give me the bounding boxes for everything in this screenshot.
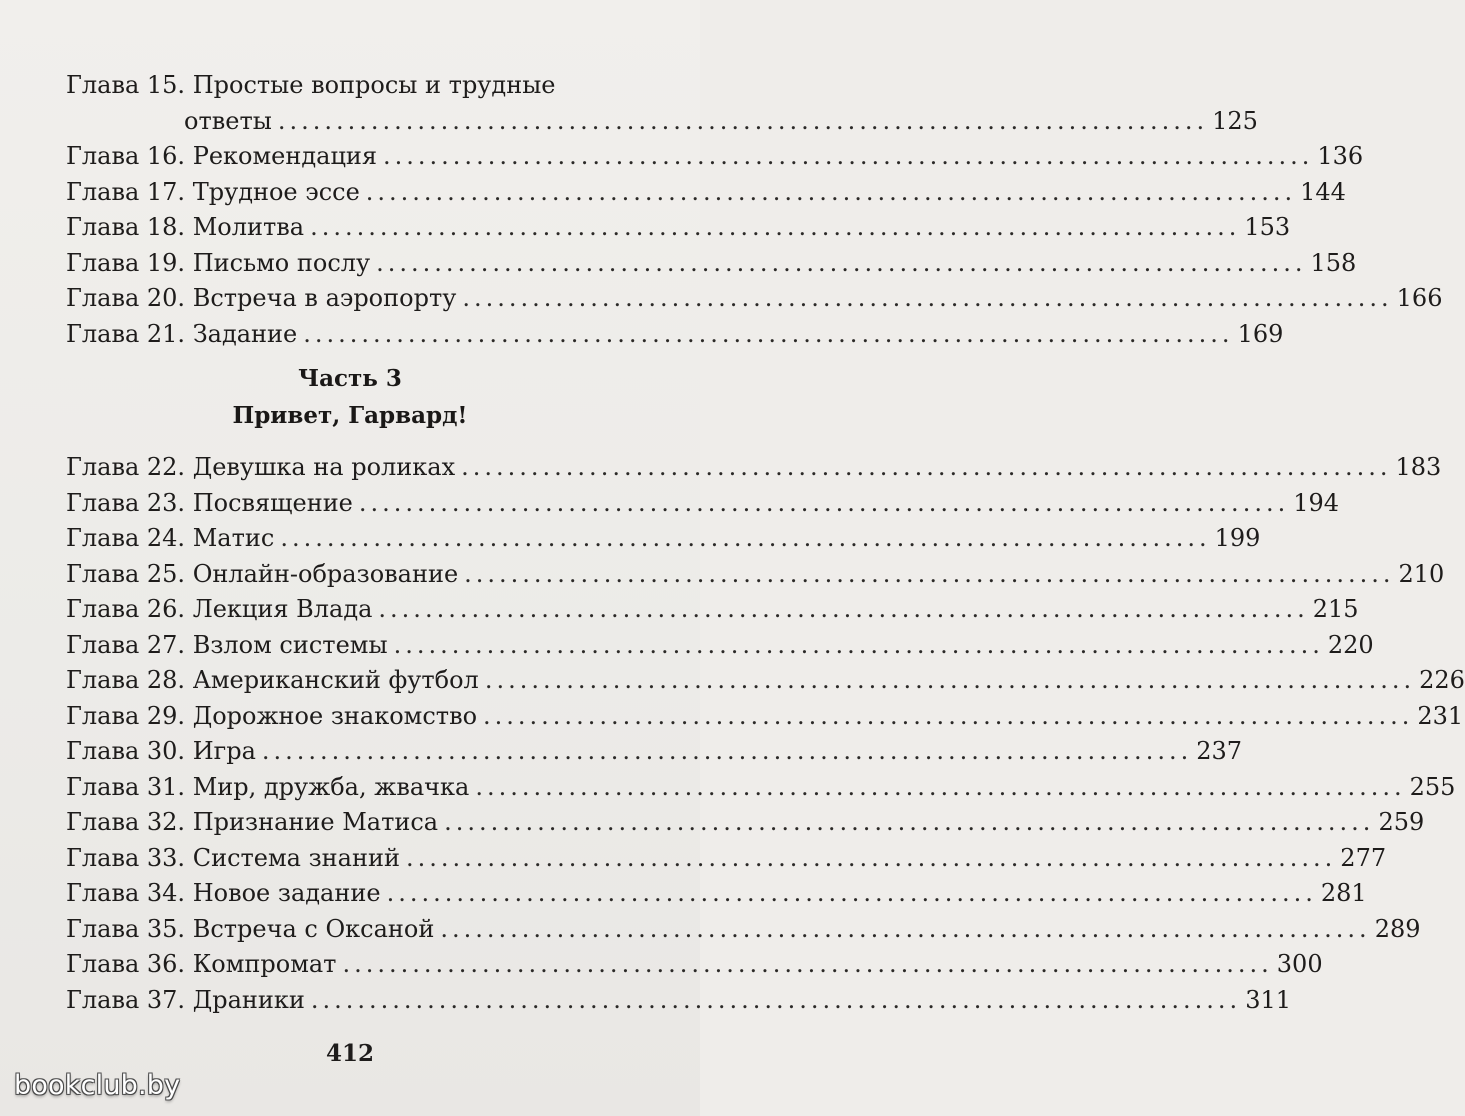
chapter-title: Встреча с Оксаной <box>192 914 435 943</box>
page-number: 231 <box>1417 701 1464 730</box>
site-watermark: bookclub.by <box>14 1070 181 1101</box>
chapter-title: Игра <box>192 737 256 765</box>
chapter-number: Глава 29. <box>66 701 186 730</box>
chapter-title: Новое задание <box>192 879 381 907</box>
chapter-number: Глава 15. <box>66 71 186 99</box>
dot-leader: ................................................................................ <box>342 950 1273 978</box>
chapter-number: Глава 37. <box>66 985 186 1014</box>
chapter-number: Глава 26. <box>66 595 186 623</box>
page-number: 210 <box>1398 559 1445 588</box>
part-number-heading: Часть 3 <box>298 365 402 392</box>
chapter-title: Мир, дружба, жвачка <box>192 772 470 801</box>
dot-leader: ................................................................................ <box>376 248 1307 277</box>
chapter-title: Взлом системы <box>192 630 388 659</box>
chapter-title: Девушка на роликах <box>192 453 456 481</box>
dot-leader: ................................................................................ <box>386 879 1317 907</box>
toc-entry <box>66 912 1421 948</box>
page-number: 281 <box>1320 879 1367 907</box>
page-number: 166 <box>1396 284 1443 312</box>
toc-entry <box>66 628 1374 664</box>
dot-leader: ................................................................................ <box>310 213 1241 241</box>
chapter-title: Американский футбол <box>192 666 479 694</box>
toc-entry <box>66 210 1291 246</box>
chapter-number: Глава 33. <box>66 843 186 872</box>
toc-entry <box>66 770 1456 806</box>
page-number: 226 <box>1419 666 1465 694</box>
chapter-number: Глава 35. <box>66 914 186 943</box>
dot-leader: ................................................................................ <box>440 914 1371 943</box>
page-number: 194 <box>1293 488 1340 517</box>
dot-leader: ................................................................................ <box>358 488 1290 517</box>
chapter-title: Рекомендация <box>192 142 378 170</box>
page-number: 183 <box>1395 453 1442 481</box>
toc-entry <box>66 450 1442 486</box>
dot-leader: ................................................................................ <box>483 701 1414 730</box>
chapter-number: Глава 20. <box>66 284 186 312</box>
chapter-number: Глава 18. <box>66 213 186 241</box>
dot-leader: ................................................................................ <box>393 630 1324 659</box>
toc-entry <box>66 281 1443 317</box>
chapter-title: Компромат <box>192 950 337 978</box>
toc-entry <box>66 521 1261 557</box>
chapter-title: Лекция Влада <box>192 595 373 623</box>
chapter-number: Глава 17. <box>66 177 186 206</box>
page-number: 169 <box>1237 319 1284 348</box>
chapter-number: Глава 19. <box>66 248 186 277</box>
chapter-title: Задание <box>192 319 298 348</box>
dot-leader: ................................................................................ <box>378 595 1309 623</box>
toc-entry <box>66 876 1367 912</box>
page-number: 277 <box>1340 843 1387 872</box>
chapter-title: Посвящение <box>192 488 353 517</box>
dot-leader: ................................................................................ <box>464 559 1395 588</box>
page-number: 289 <box>1374 914 1421 943</box>
chapter-number: Глава 30. <box>66 737 186 765</box>
page-number: 125 <box>1212 106 1258 135</box>
toc-entry <box>66 663 1465 699</box>
chapter-title-continuation: ответы <box>184 106 272 135</box>
toc-section-part2 <box>66 68 1443 352</box>
toc-entry <box>66 246 1357 282</box>
chapter-number: Глава 31. <box>66 772 186 801</box>
dot-leader: ................................................................................ <box>277 106 1209 135</box>
chapter-title: Трудное эссе <box>192 177 360 206</box>
toc-entry <box>66 983 1291 1019</box>
chapter-number: Глава 16. <box>66 142 186 170</box>
page-number: 220 <box>1327 630 1374 659</box>
part-title-heading: Привет, Гарвард! <box>232 402 468 429</box>
page-number: 136 <box>1317 142 1364 170</box>
toc-entry <box>66 317 1284 353</box>
page-number: 199 <box>1214 524 1261 552</box>
dot-leader: ................................................................................ <box>280 524 1211 552</box>
chapter-title: Молитва <box>192 213 305 241</box>
toc-entry <box>66 592 1359 628</box>
chapter-title: Встреча в аэропорту <box>192 284 457 312</box>
chapter-number: Глава 23. <box>66 488 186 517</box>
page-number: 215 <box>1312 595 1359 623</box>
dot-leader: ................................................................................ <box>383 142 1314 170</box>
page-number: 153 <box>1244 213 1291 241</box>
dot-leader: ................................................................................ <box>484 666 1416 694</box>
toc-entry <box>66 699 1464 735</box>
page-number: 237 <box>1196 737 1243 765</box>
chapter-number: Глава 24. <box>66 524 186 552</box>
chapter-title: Дорожное знакомство <box>192 701 478 730</box>
dot-leader: ................................................................................ <box>475 772 1406 801</box>
toc-entry <box>66 947 1323 983</box>
chapter-title: Онлайн-образование <box>192 559 459 588</box>
dot-leader: ................................................................................ <box>462 284 1393 312</box>
toc-entry <box>66 557 1445 593</box>
page-number: 311 <box>1245 985 1291 1014</box>
toc-entry <box>66 175 1346 211</box>
dot-leader: ................................................................................ <box>405 843 1337 872</box>
chapter-number: Глава 25. <box>66 559 186 588</box>
dot-leader: ................................................................................ <box>365 177 1297 206</box>
page-number: 255 <box>1409 772 1456 801</box>
toc-entry-15-continuation <box>66 104 1258 140</box>
chapter-title: Драники <box>192 985 305 1014</box>
chapter-number: Глава 32. <box>66 808 186 836</box>
dot-leader: ................................................................................ <box>261 737 1193 765</box>
chapter-number: Глава 36. <box>66 950 186 978</box>
page-number: 144 <box>1300 177 1346 206</box>
toc-entry <box>66 139 1364 175</box>
dot-leader: ................................................................................ <box>303 319 1234 348</box>
chapter-number: Глава 27. <box>66 630 186 659</box>
chapter-number: Глава 22. <box>66 453 186 481</box>
toc-section-part3 <box>66 450 1465 1018</box>
chapter-title: Письмо послу <box>192 248 371 277</box>
dot-leader: ................................................................................ <box>461 453 1392 481</box>
dot-leader: ................................................................................ <box>310 985 1242 1014</box>
chapter-title: Система знаний <box>192 843 400 872</box>
toc-entry <box>66 805 1425 841</box>
chapter-title: Простые вопросы и трудные <box>192 71 556 99</box>
chapter-number: Глава 21. <box>66 319 186 348</box>
page-number: 300 <box>1276 950 1323 978</box>
chapter-number: Глава 34. <box>66 879 186 907</box>
chapter-title: Матис <box>192 524 275 552</box>
page-number: 158 <box>1310 248 1357 277</box>
toc-entry <box>66 841 1387 877</box>
dot-leader: ................................................................................ <box>444 808 1375 836</box>
toc-entry <box>66 734 1243 770</box>
chapter-title: Признание Матиса <box>192 808 439 836</box>
chapter-number: Глава 28. <box>66 666 186 694</box>
page-folio-number: 412 <box>325 1040 374 1067</box>
toc-entry-15 <box>66 68 648 104</box>
page-number: 259 <box>1378 808 1425 836</box>
toc-entry <box>66 486 1340 522</box>
